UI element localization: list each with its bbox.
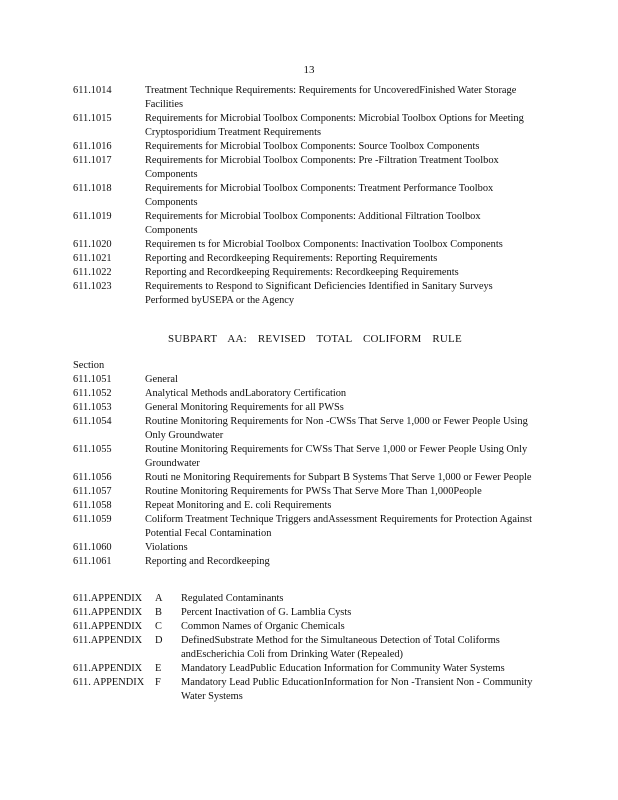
- section-title: Requirements for Microbial Toolbox Components: Additional Filtration Toolbox Components: [145, 211, 481, 236]
- toc-entry: [73, 499, 543, 513]
- appendix-entry: [73, 606, 543, 620]
- section-title: Reporting and Recordkeeping Requirements: Recordkeeping Requirements: [145, 267, 459, 278]
- toc-entry: [73, 252, 543, 266]
- section-number: 611.1016: [73, 141, 112, 152]
- appendix-title: Common Names of Organic Chemicals: [181, 621, 345, 632]
- section-title: Violations: [145, 542, 188, 553]
- appendix-title: DefinedSubstrate Method for the Simultaneous Detection of Total Coliforms andEscherichia Coli from Drinking Water (Repealed): [181, 635, 500, 660]
- appendix-entry: [73, 592, 543, 606]
- section-title: Requirements to Respond to Significant Deficiencies Identified in Sanitary Surveys Performed byUSEPA or the Agency: [145, 281, 493, 306]
- section-number: 611.1052: [73, 388, 112, 399]
- appendix-letter: C: [155, 621, 162, 632]
- section-title: Routine Monitoring Requirements for Non -CWSs That Serve 1,000 or Fewer People Using Only Groundwater: [145, 416, 528, 441]
- section-title: Reporting and Recordkeeping Requirements: Reporting Requirements: [145, 253, 438, 264]
- appendix-prefix: 611.APPENDIX: [73, 593, 143, 604]
- toc-entry: [73, 387, 543, 401]
- toc-entry: [73, 154, 543, 182]
- appendix-prefix: 611. APPENDIX: [73, 677, 145, 688]
- section-number: 611.1057: [73, 486, 112, 497]
- section-number: 611.1053: [73, 402, 112, 413]
- toc-entry: [73, 266, 543, 280]
- section-title: Reporting and Recordkeeping: [145, 556, 270, 567]
- appendix-prefix: 611.APPENDIX: [73, 621, 143, 632]
- section-number: 611.1019: [73, 211, 112, 222]
- section-number: 611.1060: [73, 542, 112, 553]
- appendix-entry: [73, 634, 543, 662]
- section-number: 611.1018: [73, 183, 112, 194]
- page-number: 13: [303, 64, 315, 76]
- appendix-letter: E: [155, 663, 162, 674]
- appendix-title: Mandatory LeadPublic Education Information for Community Water Systems: [181, 663, 505, 674]
- toc-entry: [73, 84, 543, 112]
- appendix-prefix: 611.APPENDIX: [73, 635, 143, 646]
- section-title: Routine Monitoring Requirements for CWSs That Serve 1,000 or Fewer People Using Only Groundwater: [145, 444, 528, 469]
- appendix-entry: [73, 676, 543, 704]
- subpart-heading: SUBPART AA: REVISED TOTAL COLIFORM RULE: [168, 333, 462, 345]
- appendix-letter: D: [155, 635, 163, 646]
- appendix-list: [73, 592, 543, 704]
- toc-entry: [73, 280, 543, 308]
- appendix-title: Regulated Contaminants: [181, 593, 284, 604]
- section-title: Repeat Monitoring and E. coli Requirements: [145, 500, 332, 511]
- section-number: 611.1051: [73, 374, 112, 385]
- toc-list-b: [73, 373, 543, 569]
- section-title: Treatment Technique Requirements: Requirements for UncoveredFinished Water Storage Facilities: [145, 85, 517, 110]
- toc-entry: [73, 541, 543, 555]
- section-title: Routi ne Monitoring Requirements for Subpart B Systems That Serve 1,000 or Fewer People: [145, 472, 532, 483]
- appendix-title: Percent Inactivation of G. Lamblia Cysts: [181, 607, 352, 618]
- toc-entry: [73, 555, 543, 569]
- section-number: 611.1015: [73, 113, 112, 124]
- section-number: 611.1023: [73, 281, 112, 292]
- toc-entry: [73, 443, 543, 471]
- appendix-entry: [73, 662, 543, 676]
- toc-entry: [73, 415, 543, 443]
- section-title: Analytical Methods andLaboratory Certification: [145, 388, 347, 399]
- section-number: 611.1017: [73, 155, 112, 166]
- section-title: Requirements for Microbial Toolbox Components: Source Toolbox Components: [145, 141, 480, 152]
- appendix-prefix: 611.APPENDIX: [73, 607, 143, 618]
- section-title: Coliform Treatment Technique Triggers andAssessment Requirements for Protection Against Potential Fecal Contamination: [145, 514, 532, 539]
- appendix-letter: F: [155, 677, 161, 688]
- section-number: 611.1061: [73, 556, 112, 567]
- appendix-letter: A: [155, 593, 163, 604]
- toc-entry: [73, 373, 543, 387]
- toc-entry: [73, 140, 543, 154]
- appendix-letter: B: [155, 607, 162, 618]
- section-number: 611.1058: [73, 500, 112, 511]
- section-number: 611.1022: [73, 267, 112, 278]
- section-title: General: [145, 374, 178, 385]
- section-title: Requirements for Microbial Toolbox Components: Microbial Toolbox Options for Meeting Cryptosporidium Treatment Requirements: [145, 113, 524, 138]
- appendix-prefix: 611.APPENDIX: [73, 663, 143, 674]
- toc-entry: [73, 485, 543, 499]
- section-label: Section: [73, 360, 105, 371]
- toc-entry: [73, 401, 543, 415]
- section-title: Requirements for Microbial Toolbox Components: Pre -Filtration Treatment Toolbox Components: [145, 155, 499, 180]
- section-number: 611.1054: [73, 416, 112, 427]
- appendix-title: Mandatory Lead Public EducationInformation for Non -Transient Non - Community Water Systems: [181, 677, 533, 702]
- toc-entry: [73, 513, 543, 541]
- toc-entry: [73, 210, 543, 238]
- section-title: Requirements for Microbial Toolbox Components: Treatment Performance Toolbox Components: [145, 183, 494, 208]
- section-number: 611.1055: [73, 444, 112, 455]
- appendix-entry: [73, 620, 543, 634]
- toc-entry: [73, 238, 543, 252]
- section-number: 611.1020: [73, 239, 112, 250]
- section-title: General Monitoring Requirements for all PWSs: [145, 402, 344, 413]
- toc-entry: [73, 112, 543, 140]
- section-title: Requiremen ts for Microbial Toolbox Components: Inactivation Toolbox Components: [145, 239, 503, 250]
- section-title: Routine Monitoring Requirements for PWSs That Serve More Than 1,000People: [145, 486, 482, 497]
- section-number: 611.1021: [73, 253, 112, 264]
- toc-list-a: [73, 84, 543, 308]
- toc-entry: [73, 471, 543, 485]
- section-number: 611.1014: [73, 85, 112, 96]
- toc-entry: [73, 182, 543, 210]
- section-number: 611.1059: [73, 514, 112, 525]
- section-number: 611.1056: [73, 472, 112, 483]
